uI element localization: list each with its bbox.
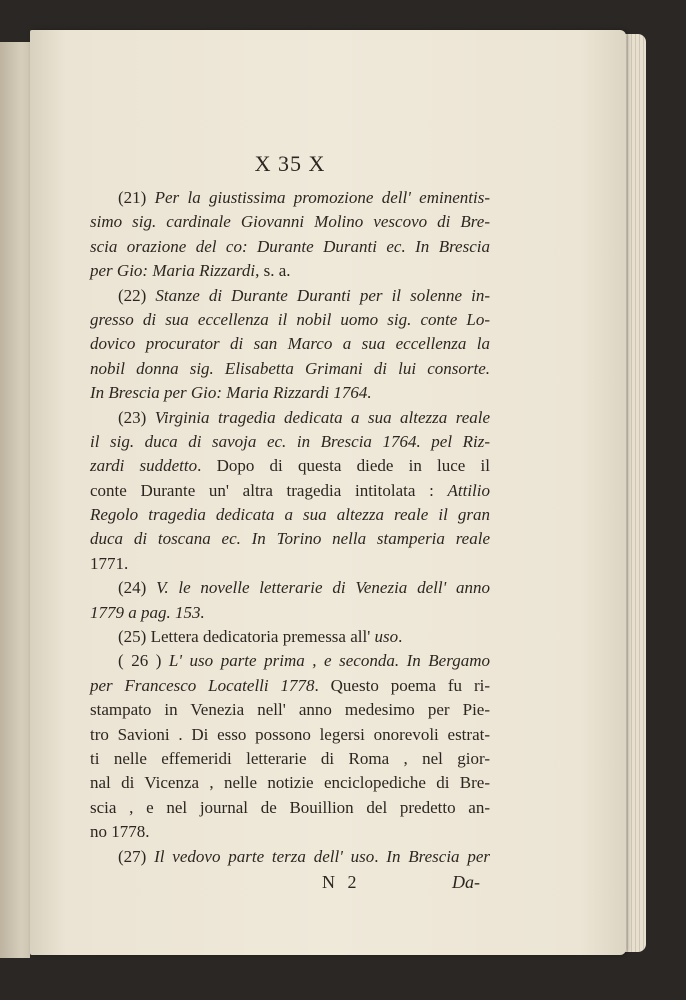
italic-text: duca di toscana ec. In Torino nella stamperia reale [90,529,490,549]
roman-text: conte Durante un' altra tragedia intitolata : [90,480,448,500]
italic-text: Regolo tragedia dedicata a sua altezza reale il gran [90,505,490,525]
roman-text: (22) [118,285,156,305]
italic-text: Virginia tragedia dedicata a sua altezza reale [154,407,491,427]
text-line [90,527,490,551]
text-line [90,503,490,527]
text-line [90,454,490,478]
text-line [90,698,490,722]
roman-text: (23) [118,407,155,427]
roman-text: ti nelle effemeridi letterarie di Roma , nel gior- [90,748,490,768]
text-line [90,747,490,771]
italic-text: Attilio [447,480,490,500]
text-line [90,332,490,356]
roman-text: (27) [118,846,155,866]
text-line [90,820,490,844]
text-line [90,845,490,869]
italic-text: per Gio: Maria Rizzardi [90,261,256,281]
text-line [90,186,490,210]
italic-text: gresso di sua eccellenza il nobil uomo sig. conte Lo- [90,309,490,329]
text-line [90,430,490,454]
roman-text: 1771. [90,553,129,573]
italic-text: L' uso parte prima , e seconda. In Bergamo [168,651,490,671]
signature-mark: N 2 [322,871,361,892]
italic-text: Stanze di Durante Duranti per il solenne in- [155,285,490,305]
italic-text: nobil donna sig. Elisabetta Grimani di lui consorte. [90,358,490,378]
roman-text: (24) [118,578,157,598]
roman-text: nal di Vicenza , nelle notizie enciclopediche di Bre- [90,773,490,793]
page-text [90,152,490,895]
italic-text: V. le novelle letterarie di Venezia dell' anno [156,578,490,598]
text-line [90,210,490,234]
roman-text: (25) Lettera dedicatoria premessa all' [118,627,375,647]
text-line [90,381,490,405]
italic-text: per Francesco Locatelli 1778 [90,675,315,695]
page-footer [90,869,490,895]
roman-text: . [374,846,387,866]
text-line [90,601,490,625]
italic-text: zardi suddetto [90,456,198,476]
roman-text: . [398,627,403,647]
text-line [90,771,490,795]
roman-text: no 1778. [90,822,150,842]
roman-text: . Questo poema fu ri- [314,675,490,695]
text-line [90,357,490,381]
italic-text: In Brescia per [386,846,491,866]
text-line [90,625,490,649]
text-line [90,674,490,698]
italic-text: uso [374,627,399,647]
roman-text: tro Savioni . Di esso possono legersi onorevoli estrat- [90,724,490,744]
text-line [90,259,490,283]
italic-text: Per la giustissima promozione dell' eminentis- [154,188,490,207]
italic-text: scia orazione del co: Durante Duranti ec. In Brescia [90,236,490,256]
text-line [90,308,490,332]
roman-text: ( 26 ) [118,651,169,671]
italic-text: dovico procurator di san Marco a sua eccellenza la [90,334,490,354]
italic-text: 1779 a pag. 153. [90,602,205,622]
book-page [30,30,626,955]
italic-text: simo sig. cardinale Giovanni Molino vescovo di Bre- [90,212,490,232]
page-number: X 35 X [254,151,326,176]
text-line [90,649,490,673]
footnotes-body [90,186,490,869]
catchword: Da- [452,871,480,892]
italic-text: In Brescia per Gio: Maria Rizzardi 1764. [90,383,372,403]
text-line [90,552,490,576]
roman-text: , s. a. [255,261,291,281]
text-line [90,406,490,430]
italic-text: Il vedovo parte terza dell' uso [154,846,375,866]
italic-text: il sig. duca di savoja ec. in Brescia 1764. pel Riz- [90,431,490,451]
roman-text: stampato in Venezia nell' anno medesimo per Pie- [90,700,490,720]
text-line [90,796,490,820]
roman-text: (21) [118,188,155,207]
facing-page-edge [0,42,30,958]
roman-text: . Dopo di questa diede in luce il [197,456,490,476]
text-line [90,479,490,503]
text-line [90,576,490,600]
text-line [90,284,490,308]
text-line [90,235,490,259]
text-line [90,723,490,747]
roman-text: scia , e nel journal de Bouillion del predetto an- [90,797,490,817]
